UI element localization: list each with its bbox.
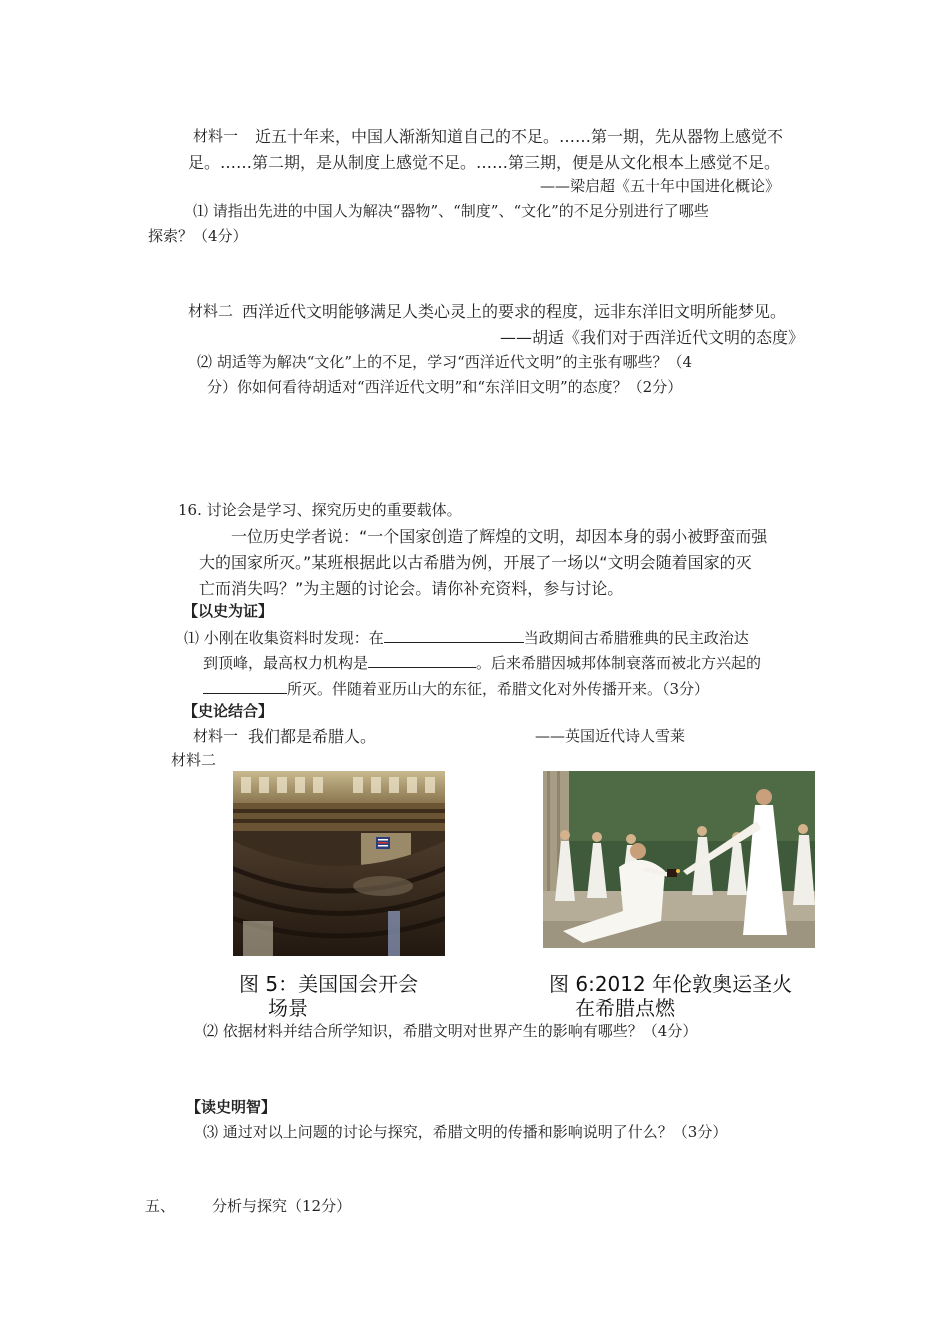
answer-blank-3[interactable] (203, 679, 287, 694)
material-2-label: 材料二 (188, 302, 234, 320)
figure-6-caption-line1: 图 6:2012 年伦敦奥运圣火 (549, 972, 793, 996)
question-16-3: ⑶ 通过对以上问题的讨论与探究，希腊文明的传播和影响说明了什么？（3分） (203, 1123, 728, 1141)
material-16-1-label: 材料一 (193, 727, 239, 745)
question-16-2: ⑵ 依据材料并结合所学知识，希腊文明对世界产生的影响有哪些？（4分） (203, 1022, 698, 1040)
section-history-theory-heading: 【史论结合】 (183, 702, 274, 720)
part-5-title: 分析与探究（12分） (212, 1197, 352, 1215)
question-16-para-1: 一位历史学者说：“一个国家创造了辉煌的文明，却因本身的弱小被野蛮而强 (231, 527, 768, 546)
question-16-para-2: 大的国家所灭。”某班根据此以古希腊为例，开展了一场以“文明会随着国家的灭 (199, 553, 752, 572)
question-1-line1: ⑴ 请指出先进的中国人为解决“器物”、“制度”、“文化”的不足分别进行了哪些 (193, 202, 709, 220)
material-1-source: ——梁启超《五十年中国进化概论》 (540, 177, 781, 195)
question-16-1-line3: 所灭。伴随着亚历山大的东征，希腊文化对外传播开来。（3分） (203, 679, 709, 697)
section-evidence-heading: 【以史为证】 (183, 602, 274, 620)
material-2-source: ——胡适《我们对于西洋近代文明的态度》 (500, 328, 805, 347)
material-16-2-label: 材料二 (171, 751, 217, 769)
answer-blank-1[interactable] (384, 628, 524, 643)
olympic-flame-photo (543, 771, 815, 948)
material-1-line1: 近五十年来，中国人渐渐知道自己的不足。……第一期，先从器物上感觉不 (255, 127, 784, 146)
question-16-1-line2: 到顶峰，最高权力机构是 。后来希腊因城邦体制衰落而被北方兴起的 (203, 654, 762, 672)
question-2-line2: 分）你如何看待胡适对“西洋近代文明”和“东洋旧文明”的态度？（2分） (207, 378, 683, 396)
question-16-1-line1: ⑴ 小刚在收集资料时发现：在 当政期间古希腊雅典的民主政治达 (184, 629, 749, 647)
material-16-1-text: 我们都是希腊人。 (248, 727, 377, 746)
material-16-1-source: ——英国近代诗人雪莱 (535, 727, 686, 745)
question-2-line1: ⑵ 胡适等为解决“文化”上的不足，学习“西洋近代文明”的主张有哪些？（4 (197, 353, 692, 371)
figure-6-caption-line2: 在希腊点燃 (575, 996, 675, 1020)
section-wisdom-heading: 【读史明智】 (186, 1098, 277, 1116)
question-16-para-3: 亡而消失吗？”为主题的讨论会。请你补充资料，参与讨论。 (199, 579, 624, 598)
question-16-intro: 16. 讨论会是学习、探究历史的重要载体。 (178, 501, 462, 519)
figure-5-caption-line1: 图 5：美国国会开会 (239, 972, 419, 996)
material-1-line2: 足。……第二期，是从制度上感觉不足。……第三期，便是从文化根本上感觉不足。 (188, 153, 781, 172)
figure-5-caption-line2: 场景 (268, 996, 308, 1020)
material-2-text: 西洋近代文明能够满足人类心灵上的要求的程度，远非东洋旧文明所能梦见。 (242, 302, 787, 321)
material-1-label: 材料一 (193, 127, 239, 145)
question-1-line2: 探索？（4分） (148, 227, 248, 245)
congress-session-photo (233, 771, 445, 956)
answer-blank-2[interactable] (368, 653, 476, 668)
part-5-number: 五、 (145, 1197, 176, 1215)
